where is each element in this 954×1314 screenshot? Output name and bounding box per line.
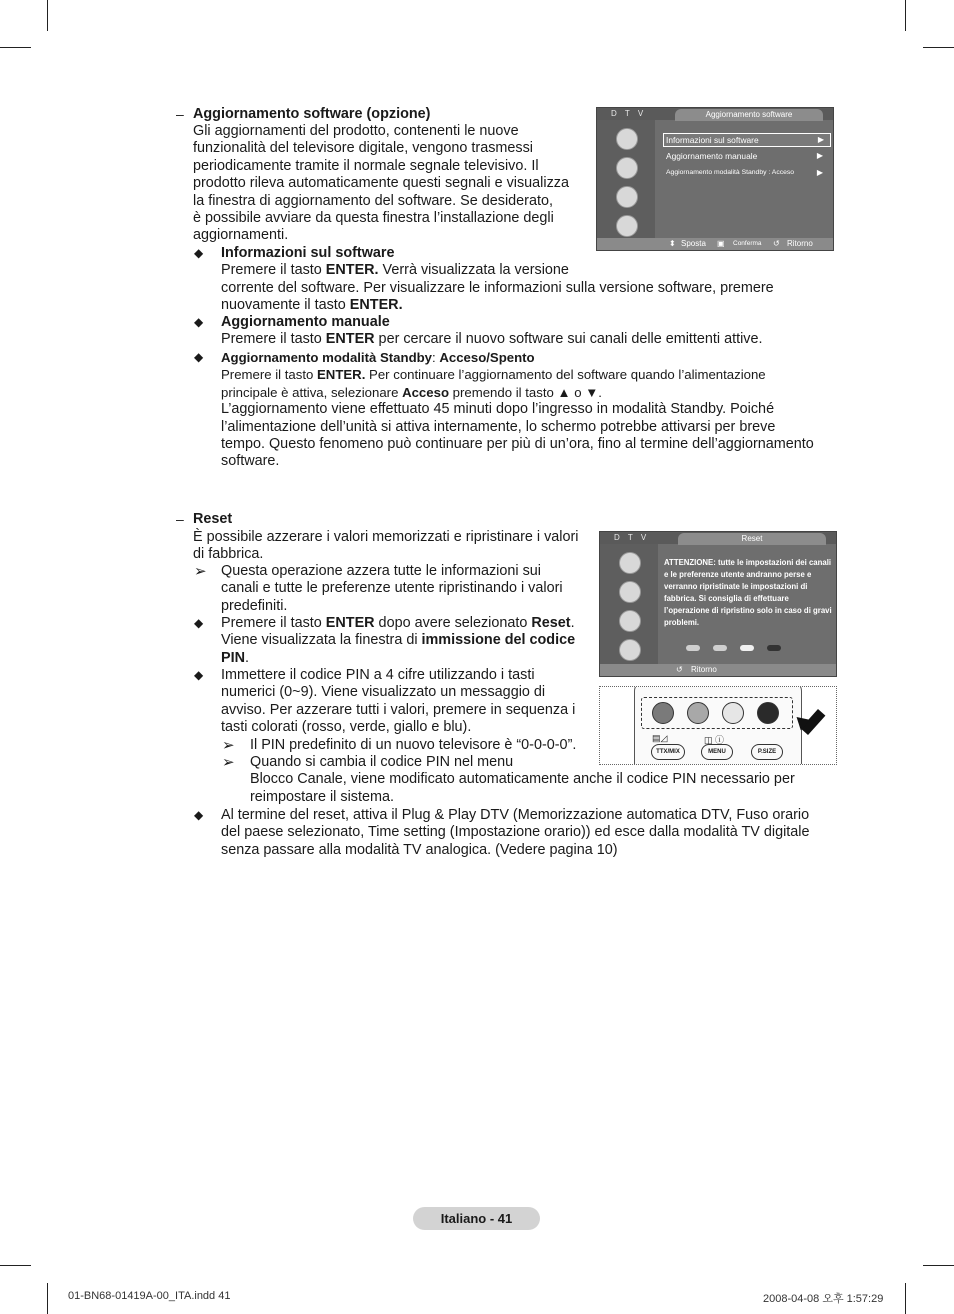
osd-footer xyxy=(600,664,836,676)
info-block: Informazioni sul software Premere il tasto ENTER. Verrà visualizzata la versione corrente del software. Per visualizzare le informazioni sulla versione software, premere nuovamente il tasto ENTER. xyxy=(221,245,774,314)
bullet-diamond: ◆ xyxy=(194,668,204,682)
note-arrow-icon: ➢ xyxy=(222,737,235,754)
crop-mark xyxy=(905,1283,906,1314)
pin-dot xyxy=(767,645,781,651)
osd-sidebar xyxy=(600,544,658,664)
p-size-button[interactable]: P.SIZE xyxy=(751,744,783,760)
arrow-right-icon: ▶ xyxy=(817,135,824,144)
osd-item-standby[interactable]: Aggiornamento modalità Standby : Acceso ▶ xyxy=(666,168,823,177)
osd-reset-screen xyxy=(599,531,837,677)
dash-marker: – xyxy=(176,106,184,122)
reset-sub-note-2: Quando si cambia il codice PIN nel menu Blocco Canale, viene modificato automaticamente anche il codice PIN necessario per reimpostare il sistema. xyxy=(250,754,795,805)
manual-block: Aggiornamento manuale Premere il tasto ENTER per cercare il nuovo software sui canali delle emittenti attive. xyxy=(221,314,763,348)
pin-dot xyxy=(740,645,754,651)
crop-mark xyxy=(47,0,48,31)
bullet-diamond: ◆ xyxy=(194,350,204,364)
blue-button[interactable] xyxy=(757,702,779,724)
footer-enter-label: Conferma xyxy=(733,240,762,247)
footer-return-label: Ritorno xyxy=(787,239,813,248)
yellow-button[interactable] xyxy=(722,702,744,724)
sound-icon xyxy=(619,581,641,603)
dash-marker: – xyxy=(176,511,184,527)
return-icon: ↺ xyxy=(773,239,780,248)
reset-intro: È possibile azzerare i valori memorizzati e ripristinare i valori di fabbrica. xyxy=(193,529,579,563)
osd-sidebar xyxy=(597,120,655,238)
remote-control-illustration xyxy=(599,686,837,765)
gear-icon xyxy=(616,186,638,208)
gear-icon xyxy=(619,610,641,632)
return-icon: ↺ xyxy=(676,665,683,674)
red-button[interactable] xyxy=(652,702,674,724)
reset-sub-note-1: Il PIN predefinito di un nuovo televisore è “0-0-0-0”. xyxy=(250,737,577,753)
note-arrow-icon: ➢ xyxy=(194,563,207,580)
section-heading-reset: Reset xyxy=(193,511,233,527)
enter-icon: ▣ xyxy=(717,239,725,248)
green-button[interactable] xyxy=(687,702,709,724)
reset-note: Questa operazione azzera tutte le informazioni sui canali e tutte le preferenze utente ripristinando i valori predefiniti. xyxy=(221,563,563,614)
sound-icon xyxy=(616,157,638,179)
section-heading-software: Aggiornamento software (opzione) xyxy=(193,106,431,122)
software-intro: Gli aggiornamenti del prodotto, contenenti le nuove funzionalità del televisore digitale, vengono trasmessi periodicamente tramite il normale segnale televisivo. Il prodotto rileva automaticamente questi segnali e visualizza la finestra di aggiornamento del software. Se desiderato, è possibile avviare da questa finestra l’installazione degli aggiornamenti. xyxy=(193,123,569,244)
standby-block: Aggiornamento modalità Standby: Acceso/Spento Premere il tasto ENTER. Per continuare l’aggiornamento del software quando l’alimentazione principale è attiva, selezionare Acceso premendo il tasto ▲ o ▼. L’aggiornamento viene effettuato 45 minuti dopo l’ingresso in modalità Standby. Poiché l’alimentazione dell’unità si attiva internamente, lo schermo potrebbe attivarsi per breve tempo. Questo fenomeno può continuare per più di un’ora, fino al termine dell’aggiornamento software. xyxy=(221,350,814,470)
osd-software-update-screen xyxy=(596,107,834,251)
osd-title: Reset xyxy=(678,533,826,545)
arrow-right-icon: ▶ xyxy=(816,151,823,160)
osd-title: Aggiornamento software xyxy=(675,109,823,121)
page-number-label: Italiano - 41 xyxy=(413,1207,540,1230)
input-icon xyxy=(619,639,641,661)
print-footer-left: 01-BN68-01419A-00_ITA.indd 41 xyxy=(68,1290,231,1302)
picture-icon xyxy=(616,128,638,150)
osd-mode-label: D T V xyxy=(611,109,647,118)
crop-mark xyxy=(47,1283,48,1314)
note-arrow-icon: ➢ xyxy=(222,754,235,771)
osd-warning-text: ATTENZIONE: tutte le impostazioni dei canali e le preferenze utente andranno perse e verranno ripristinate le impostazioni di fabbrica. Si consiglia di effettuare l’operazione di ripristino solo in caso di gravi problemi. xyxy=(664,558,832,627)
reset-step-3: Al termine del reset, attiva il Plug & Play DTV (Memorizzazione automatica DTV, Fuso orario del paese selezionato, Time setting (Impostazione orario)) ed esce dalla modalità TV digitale senza passare alla modalità TV analogica. (Vedere pagina 10) xyxy=(221,807,810,858)
menu-button[interactable]: MENU xyxy=(701,744,733,760)
pin-dot xyxy=(686,645,700,651)
info-icon: ◫ ⓘ xyxy=(704,735,725,745)
move-icon: ⬍ xyxy=(669,239,676,248)
ttx-mix-button[interactable]: TTX/MIX xyxy=(651,744,685,760)
pin-dot xyxy=(713,645,727,651)
reset-step-2: Immettere il codice PIN a 4 cifre utilizzando i tasti numerici (0~9). Viene visualizzato un messaggio di avviso. Per azzerare tutti i valori, premere in sequenza i tasti colorati (rosso, verde, giallo e blu). xyxy=(221,667,576,736)
bullet-diamond: ◆ xyxy=(194,808,204,822)
picture-icon xyxy=(619,552,641,574)
reset-step-1: Premere il tasto ENTER dopo avere selezionato Reset. Viene visualizzata la finestra di immissione del codice PIN. xyxy=(221,615,576,666)
bullet-diamond: ◆ xyxy=(194,315,204,329)
osd-item-manual[interactable]: Aggiornamento manuale ▶ xyxy=(666,151,823,161)
bullet-diamond: ◆ xyxy=(194,616,204,630)
print-footer-right: 2008-04-08 오후 1:57:29 xyxy=(763,1293,884,1305)
arrow-right-icon: ▶ xyxy=(816,168,823,177)
crop-mark xyxy=(923,47,954,48)
footer-move-label: Sposta xyxy=(681,239,706,248)
footer-return-label: Ritorno xyxy=(691,665,717,674)
crop-mark xyxy=(923,1265,954,1266)
bullet-diamond: ◆ xyxy=(194,246,204,260)
osd-footer xyxy=(597,238,833,250)
osd-mode-label: D T V xyxy=(614,533,650,542)
input-icon xyxy=(616,215,638,237)
ttx-icon: ▤◿ xyxy=(652,733,668,743)
osd-item-info[interactable]: Informazioni sul software ▶ xyxy=(663,133,831,147)
crop-mark xyxy=(905,0,906,31)
crop-mark xyxy=(0,47,31,48)
crop-mark xyxy=(0,1265,31,1266)
